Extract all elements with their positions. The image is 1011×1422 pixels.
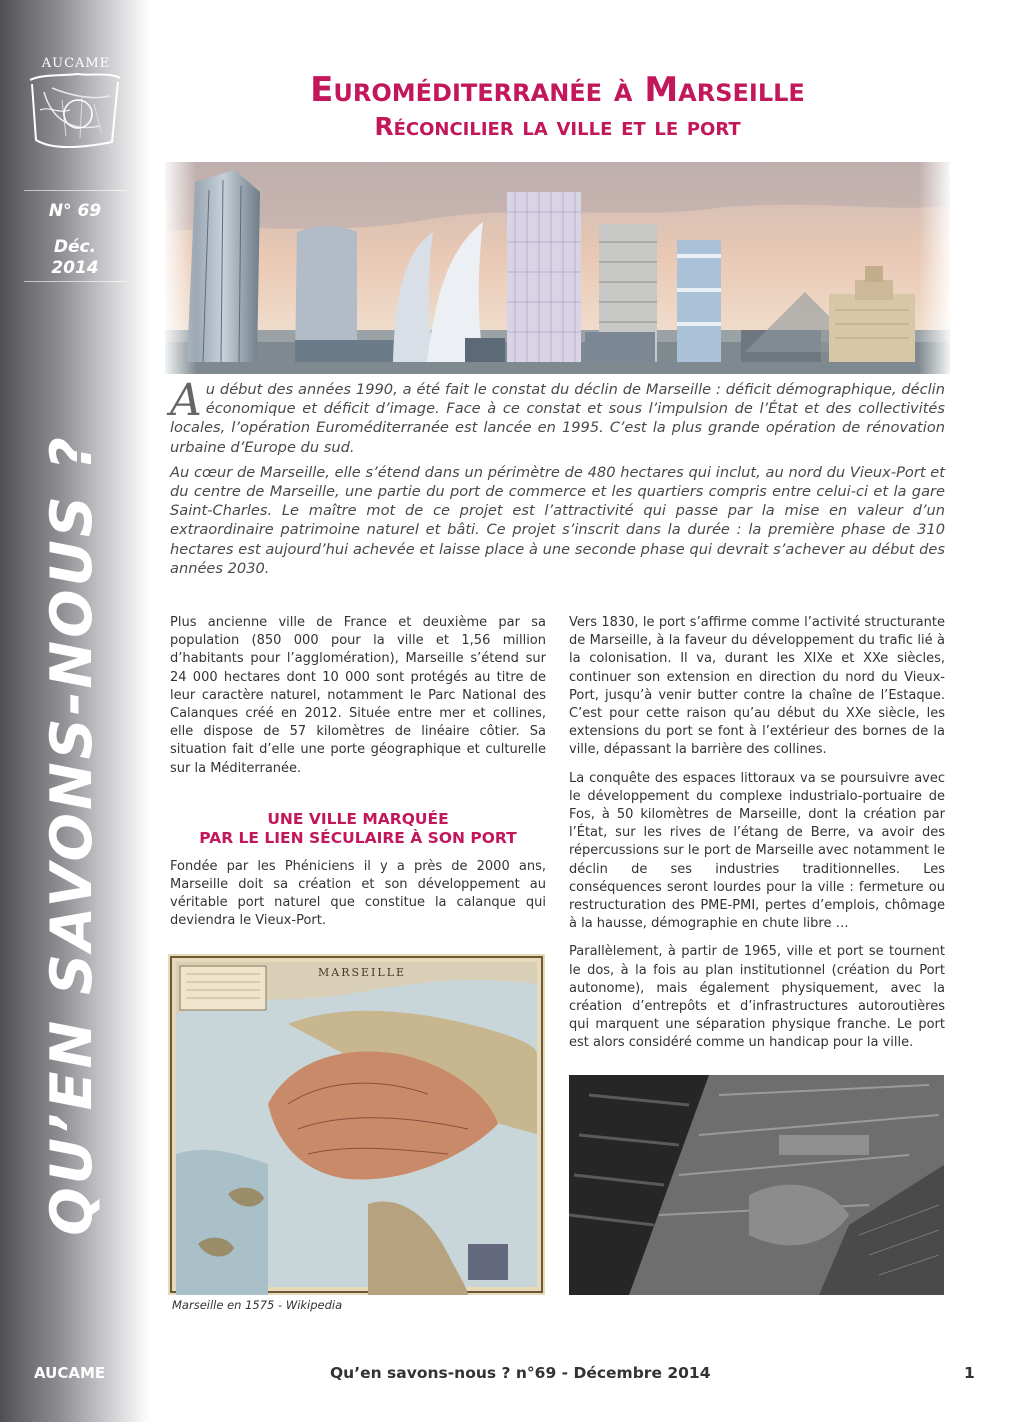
section-heading — [170, 810, 546, 848]
intro-paragraph-2: Au cœur de Marseille, elle s’étend dans un périmètre de 480 hectares qui inclut, au nord du Vieux-Port et du centre de Marseille, une partie du port de commerce et les quartiers compris entre celui-ci et la gare Saint-Charles. Le maître mot de ce projet est l’attractivité qui passe par la mise en valeur d’un extraordinaire patrimoine naturel et bâti. Ce projet s’inscrit dans la durée : la première phase de 310 hectares est aujourd’hui achevée et laisse place à une seconde phase qui devrait s’achever au début des années 2030. — [170, 463, 945, 577]
sidebar — [0, 0, 150, 1422]
logo-emblem-icon — [22, 70, 126, 156]
intro-paragraph-1-text: u début des années 1990, a été fait le constat du déclin de Marseille : déficit démographique, déclin économique et déficit d’image. Face à ce constat et sous l’impulsion de l’État et des collectivités locales, l’opération Euroméditerranée est lancée en 1995. C’est la plus grande opération de rénovation urbaine d’Europe du sud. — [170, 381, 945, 456]
logo-text: AUCAME — [41, 56, 111, 71]
historic-map-image — [168, 954, 545, 1295]
page-subtitle: Réconcilier la ville et le port — [374, 112, 741, 141]
map-label: MARSEILLE — [318, 966, 407, 979]
left-column — [170, 614, 546, 941]
intro-paragraph-1 — [170, 375, 945, 457]
right-paragraph-1: Vers 1830, le port s’affirme comme l’activité structurante de Marseille, à la faveur du développement du trafic lié à la colonisation. Il va, durant les XIXe et XXe siècles, continuer son extension en direction du nord du Vieux-Port, jusqu’à venir butter contre la chaîne de l’Estaque. C’est pour cette raison qu’au début du XXe siècle, les extensions du port se font à l’extérieur des bornes de la ville, dépassant la barrière des collines. — [569, 615, 945, 758]
page-number: 1 — [964, 1364, 975, 1382]
page-title: Euroméditerranée à Marseille — [310, 70, 805, 110]
aerial-port-photo — [569, 1075, 944, 1295]
intro-text — [170, 375, 945, 584]
issue-year: 2014 — [51, 258, 99, 278]
issue-box — [24, 190, 126, 282]
vertical-series-title: QU’EN SAVONS-NOUS ? — [39, 434, 105, 1236]
section-heading-line2: PAR LE LIEN SÉCULAIRE À SON PORT — [199, 828, 517, 847]
section-heading-line1: UNE VILLE MARQUÉE — [267, 809, 449, 828]
aucame-logo — [22, 56, 132, 156]
map-caption: Marseille en 1575 - Wikipedia — [172, 1298, 343, 1312]
left-paragraph-1: Plus ancienne ville de France et deuxième par sa population (850 000 pour la ville et 1,56 million d’habitants pour l’agglomération), Marseille s’étend sur 24 000 hectares dont 10 000 sont protégés au titre de leur caractère naturel, notamment le Parc National des Calanques créé en 2012. Située entre mer et collines, elle dispose de 57 kilomètres de linéaire côtier. Sa situation fait d’elle une porte géographique et culturelle sur la Méditerranée. — [170, 615, 546, 776]
left-paragraph-2: Fondée par les Phéniciens il y a près de 2000 ans, Marseille doit sa création et son développement au véritable port naturel que constitue la calanque qui deviendra le Vieux-Port. — [170, 858, 546, 929]
issue-month: Déc. — [53, 237, 97, 257]
footer-publication: Qu’en savons-nous ? n°69 - Décembre 2014 — [330, 1364, 711, 1382]
right-paragraph-3: Parallèlement, à partir de 1965, ville et port se tournent le dos, à la fois au plan institutionnel (création du Port autonome), mais également physiquement, avec la création d’entrepôts et d’infrastructures autoroutières qui marquent une séparation physique franche. Le port est alors considéré comme un handicap pour la ville. — [569, 944, 945, 1051]
right-paragraph-2: La conquête des espaces littoraux va se poursuivre avec le développement du complexe industrialo-portuaire de Fos, à 50 kilomètres de Marseille, dont la création par l’État, sur les rives de l’étang de Berre, va avoir des répercussions sur le port de Marseille avec notamment le déclin de ses industries traditionnelles. Les conséquences seront lourdes pour la ville : fermeture ou restructuration des PME-PMI, pertes d’emplois, chômage à la hausse, démographie en chute libre … — [569, 770, 945, 932]
issue-date — [24, 237, 126, 279]
dropcap: A — [170, 375, 202, 426]
right-column — [569, 614, 945, 1063]
skyline-hero-image — [165, 162, 950, 374]
issue-number: N° 69 — [48, 201, 102, 221]
footer-publisher: AUCAME — [34, 1364, 106, 1382]
